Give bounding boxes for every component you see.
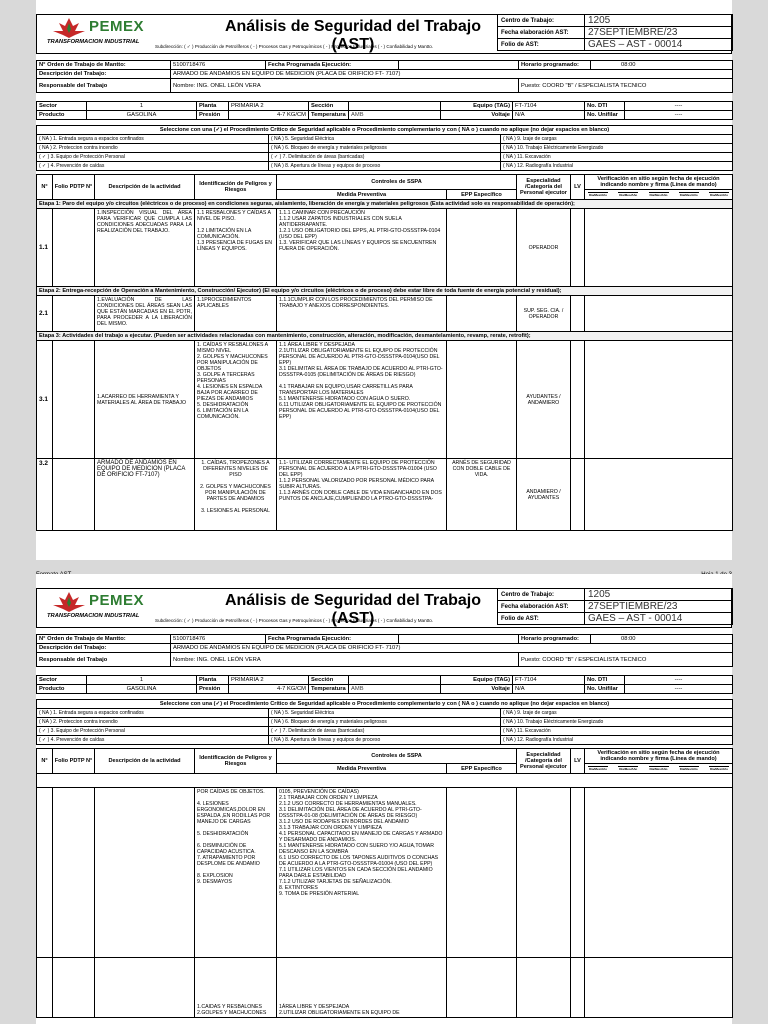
proc-item[interactable]: ( NA ) 8. Apertura de líneas y equipos de proceso (269, 162, 501, 171)
planta-value[interactable]: PRIMARIA 2 (229, 676, 309, 685)
folio-label: Folio de AST: (498, 613, 585, 625)
form-title: Análisis de Seguridad del Trabajo (AST) (224, 592, 482, 627)
proc-item[interactable]: ( NA ) 6. Bloqueo de energía y materiales peligrosos (269, 144, 501, 153)
row-medida: 1.1 ÁREA LIBRE Y DESPEJADA 2.1UTILIZAR OBLIGATORIAMENTE EL EQUIPO DE PROTECCIÓN PERSONAL DE ACUERDO AL PTRI-GTO-DSSSTPA-0104(USO DEL EPP) 3.1 DELIMITAR EL ÁREA DE TRABAJO DE ACUERDO AL PTRI-GTO-DSSSTPA-0105 (DELIMITACIÓN DE ÁREAS DE RIESGO) 4.1 TRABAJAR EN EQUIPO,USAR CARRETILLAS PARA TRANSPORTAR LOS MATERIALES 5.1 MANTENERSE HIDRATADO CON AGUA O SUERO. 6.11 UTILIZAR OBLIGATORIAMENTE EL EQUIPO DE PROTECCIÓN PERSONAL DE ACUERDO AL PTRI-GTO-DSSSTPA-0104(USO DEL EPP) (279, 342, 443, 420)
equipo-label: Equipo (TAG) (441, 102, 513, 111)
voltaje-label: Voltaje (441, 685, 513, 694)
planta-label: Planta (197, 676, 229, 685)
proc-item[interactable]: ( NA ) 1. Entrada segura a espacios confinados (37, 709, 269, 718)
fecha-label: Fecha elaboración AST: (498, 27, 585, 39)
row-folio[interactable] (53, 958, 95, 1018)
row-epp: ARNÉS DE SEGURIDAD CON DOBLE CABLE DE VIDA. (447, 459, 517, 531)
row-verificacion[interactable] (585, 341, 733, 459)
activities-table (36, 174, 733, 531)
orden-row (36, 60, 733, 93)
form-header (36, 588, 732, 628)
etapa-2-title: Etapa 2: Entrega-recepción de Operación a Mantenimiento, Construcción/ Ejecutor) (El equipo y/o circuitos (eléctricos o de proceso) debe estar libre de toda fuente de energía potencial y residual); (37, 287, 733, 296)
row-peligros: 1.1 RESBALONES Y CAÍDAS A NIVEL DE PISO. 1.2 LIMITACIÓN EN LA COMUNICACIÓN. 1.3 PRESENCIA DE FUGAS EN LÍNEAS Y EQUIPOS. (197, 210, 272, 252)
desc-label: Descripción del Trabajo: (37, 70, 171, 79)
producto-label: Producto (37, 685, 87, 694)
row-especialidad: OPERADOR (517, 209, 571, 287)
ver-date-slot[interactable]: Día/Mes/Año (679, 767, 698, 771)
proc-item[interactable]: ( NA ) 1. Entrada segura a espacios confinados (37, 135, 269, 144)
col-lv: LV (571, 175, 585, 200)
proc-item[interactable]: ( ✓ ) 7. Delimitación de áreas (barricadas) (269, 153, 501, 162)
col-desc: Descripción de la actividad (95, 175, 195, 200)
presion-label: Presión (197, 685, 229, 694)
col-verificacion: Verificación en sitio según fecha de ejecución indicando nombre y firma (Línea de mando) (585, 749, 733, 764)
proc-item[interactable]: ( NA ) 5. Seguridad Eléctrica (269, 709, 501, 718)
row-epp[interactable] (447, 341, 517, 459)
ver-date-slot[interactable]: Día/Mes/Año (649, 767, 668, 771)
presion-label: Presión (197, 111, 229, 120)
row-number (37, 958, 53, 1018)
row-epp[interactable] (447, 296, 517, 332)
col-controles: Controles de SSPA (277, 175, 517, 190)
row-desc (95, 788, 195, 958)
orden-value[interactable]: 5100718476 (171, 61, 266, 70)
proc-item[interactable]: ( NA ) 12. Radiografía Industrial (501, 162, 733, 171)
table-row (37, 296, 733, 332)
col-medida: Medida Preventiva (277, 764, 447, 774)
desc-value[interactable]: ARMADO DE ANDAMIOS EN EQUIPO DE MEDICION (PLACA DE ORIFICIO FT- 7107) (171, 70, 733, 79)
orden-label: N° Orden de Trabajo de Mantto: (37, 61, 171, 70)
fecha-prog-label: Fecha Programada Ejecución: (266, 61, 399, 70)
ver-date-slot[interactable]: Día/Mes/Año (619, 767, 638, 771)
resp-label: Responsable del Trabajo (37, 653, 171, 667)
resp-puesto[interactable]: Puesto: COORD "B" / ESPECIALISTA TECNICO (519, 79, 733, 93)
col-n: N° (37, 749, 53, 774)
temp-label: Temperatura (309, 111, 349, 120)
table-row (37, 459, 733, 531)
form-title: Análisis de Seguridad del Trabajo (AST) (224, 18, 482, 53)
proc-item[interactable]: ( NA ) 10. Trabajo Eléctricamente Energizado (501, 718, 733, 727)
fecha-label: Fecha elaboración AST: (498, 601, 585, 613)
row-peligros: POR CAÍDAS DE OBJETOS. 4. LESIONES ERGONOMICAS,DOLOR EN ESPALDA ,EN RODILLAS POR MANEJO DE CARGAS 5. DESHIDRATACIÓN 6. DISMINUCIÓN DE CAPACIDAD ACUSTICA. 7. ATRAPAMIENTO POR DESPLOME DE ANDAMIO 8. EXPLOSION 9. DESMAYOS (197, 789, 271, 885)
ver-date-slot[interactable]: Día/Mes/Año (588, 193, 607, 197)
row-lv[interactable] (571, 459, 585, 531)
row-lv[interactable] (571, 209, 585, 287)
row-medida: 1.1- UTILIZAR CORRECTAMENTE EL EQUIPO DE PROTECCIÓN PERSONAL DE ACUERDO A LA PTRI-GTO-DSSSTPA-01004 (USO DEL EPP) 1.1.2 PERSONAL VALORIZADO POR PERSONAL MÉDICO PARA SUBIR ALTURAS. 1.1.3 ARNÉS CON DOBLE CABLE DE VIDA ENGANCHADO EN DOS PUNTOS DE ANCLAJE,CUMPLIENDO LA PTRO-GTO-DSSSTPA- (279, 460, 442, 502)
folio-label: Folio de AST: (498, 39, 585, 51)
row-number: 3.2 (37, 459, 53, 531)
centro-value[interactable]: 1205 (585, 589, 733, 601)
col-controles: Controles de SSPA (277, 749, 517, 764)
procedures-instruction: Seleccione con una (✓) el Procedimiento Crítico de Seguridad aplicable o Procedimiento complementario y con ( NA o ) cuando no aplique (no dejar espacios en blanco) (37, 126, 733, 135)
voltaje-label: Voltaje (441, 111, 513, 120)
pemex-subtitle: TRANSFORMACION INDUSTRIAL (47, 39, 140, 45)
resp-puesto[interactable]: Puesto: COORD "B" / ESPECIALISTA TECNICO (519, 653, 733, 667)
etapa-row (37, 332, 733, 341)
fecha-value[interactable]: 27SEPTIEMBRE/23 (585, 601, 733, 613)
procedures-block (36, 125, 733, 171)
producto-label: Producto (37, 111, 87, 120)
row-number: 2.1 (37, 296, 53, 332)
row-especialidad: AYUDANTES / ANDAMIERO (517, 341, 571, 459)
row-epp[interactable] (447, 788, 517, 958)
proc-item[interactable]: ( NA ) 9. Izaje de cargas (501, 135, 733, 144)
row-desc: 1.ACARREO DE HERRAMIENTA Y MATERIALES AL ÁREA DE TRABAJO (95, 341, 195, 459)
row-folio[interactable] (53, 788, 95, 958)
row-desc: 1.EVALUACIÓN DE LAS CONDICIONES DEL ÁREAS SEAN LAS QUE ESTÁN MARCADAS EN EL PDTR, PARA PROCEDER A LA LIBERACIÓN DEL MISMO. (95, 296, 195, 332)
col-peligros: Identificación de Peligros y Riesgos (195, 175, 277, 200)
unifilar-value[interactable]: ---- (625, 111, 733, 120)
sector-value[interactable]: 1 (87, 102, 197, 111)
folio-value[interactable]: GAES – AST - 00014 (585, 613, 733, 625)
row-peligros: 1.1PROCEDIMIENTOS APLICABLES (195, 296, 277, 332)
voltaje-value[interactable]: N/A (513, 685, 585, 694)
table-row (37, 788, 733, 958)
etapa-row (37, 287, 733, 296)
sector-label: Sector (37, 102, 87, 111)
dti-value[interactable]: ---- (625, 676, 733, 685)
temp-label: Temperatura (309, 685, 349, 694)
row-number (37, 788, 53, 958)
row-verificacion[interactable] (585, 788, 733, 958)
table-row (37, 209, 733, 287)
header-fields (497, 14, 733, 51)
presion-value[interactable]: 4-7 KG/CM (229, 111, 309, 120)
proc-item[interactable]: ( NA ) 10. Trabajo Eléctricamente Energizado (501, 144, 733, 153)
row-medida: 0105, PREVENCIÓN DE CAÍDAS) 2.1 TRABAJAR CON ORDEN Y LIMPIEZA 2.1.2 USO CORRECTO DE HERRAMIENTAS MANUALES. 3.1 DELIMITACIÓN DEL ÁREA DE ACUERDO AL PTRI-GTO-DSSSTPA-01-08 (DELIMITACIÓN DE ÁREAS DE RIESGO) 3.1.2 USO DE RODAPIES EN BORDES DEL ANDAMIO 3.1.3 TRABAJAR CON ORDEN Y LIMPIEZA 4.1 PERSONAL CAPACITADO EN MANEJO DE CARGAS Y ARMADO Y DESARMADO DE ANDAMIOS. 5.1 MANTENERSE HIDRATADO CON SUERO Y/O AGUA,TOMAR DESCANSO EN LA SOMBRA 6.1 USO CORRECTO DE LOS TAPONES AUDITIVOS O CONCHAS DE ACUERDO A LA PTRI-GTO-DSSSTPA-01004 (USO DEL EPP) 7.1 UTILIZAR LOS VIENTOS EN CADA SECCIÓN DEL ANDAMIO PARA DARLE ESTABILIDAD 7.1.2 UTILIZAR TARJETAS DE SEÑALIZACIÓN. 8. EXTINTORES 9. TOMA DE PRESIÓN ARTERIAL (279, 789, 443, 897)
dti-label: No. DTI (585, 102, 625, 111)
procedures-block (36, 699, 733, 745)
row-medida: 1.1.1CUMPLIR CON LOS PROCEDIMIENTOS DEL PERMISO DE TRABAJO Y ANEXOS CORRESPONDIENTES. (277, 296, 447, 332)
col-peligros: Identificación de Peligros y Riesgos (195, 749, 277, 774)
proc-item[interactable]: ( NA ) 11. Excavación (501, 727, 733, 736)
centro-label: Centro de Trabajo: (498, 589, 585, 601)
fecha-prog-label: Fecha Programada Ejecución: (266, 635, 399, 644)
subdireccion-line: Subdirección: ( ✓ ) Producción de Petrolíferos ( - ) Procesos Gas y Petroquímicos ( - ) Proyectos Industriales ( - ) Confiabilidad y Mantto. (155, 618, 434, 623)
row-folio[interactable] (53, 296, 95, 332)
sector-label: Sector (37, 676, 87, 685)
proc-item[interactable]: ( NA ) 12. Radiografía Industrial (501, 736, 733, 745)
row-peligros: 1.CAIDAS Y RESBALONES 2.GOLPES Y MACHUCONES (197, 1004, 267, 1016)
temp-value[interactable]: AMB (349, 111, 441, 120)
orden-value[interactable]: 5100718476 (171, 635, 266, 644)
proc-item[interactable]: ( ✓ ) 7. Delimitación de áreas (barricadas) (269, 727, 501, 736)
fecha-prog-value[interactable] (399, 61, 519, 70)
sector-value[interactable]: 1 (87, 676, 197, 685)
table-row (37, 958, 733, 1018)
centro-value[interactable]: 1205 (585, 15, 733, 27)
col-desc: Descripción de la actividad (95, 749, 195, 774)
ver-date-slot[interactable]: Día/Mes/Año (679, 193, 698, 197)
row-folio[interactable] (53, 459, 95, 531)
equipo-value[interactable]: FT-7104 (513, 102, 585, 111)
resp-name[interactable]: Nombre: ING. ONEL LEÓN VERA (171, 653, 519, 667)
proc-item[interactable]: ( ✓ ) 3. Equipo de Protección Personal (37, 153, 269, 162)
row-desc: 1.INSPECCIÓN VISUAL DEL ÁREA PARA VERIFICAR QUE CUMPLA LAS CONDICIONES ADECUADAS PARA LA REALIZACIÓN DEL TRABAJO. (95, 209, 195, 287)
ver-date-slot[interactable]: Día/Mes/Año (619, 193, 638, 197)
desc-value[interactable]: ARMADO DE ANDAMIOS EN EQUIPO DE MEDICION (PLACA DE ORIFICIO FT- 7107) (171, 644, 733, 653)
spacer-cell (37, 774, 733, 788)
horario-label: Horario programado: (519, 61, 591, 70)
planta-value[interactable]: PRIMARIA 2 (229, 102, 309, 111)
row-folio[interactable] (53, 209, 95, 287)
ver-date-slot[interactable]: Día/Mes/Año (709, 193, 728, 197)
proc-item[interactable]: ( NA ) 6. Bloqueo de energía y materiales peligrosos (269, 718, 501, 727)
dti-value[interactable]: ---- (625, 102, 733, 111)
form-page-2 (36, 574, 732, 1024)
col-epp: EPP Específico (447, 190, 517, 200)
horario-label: Horario programado: (519, 635, 591, 644)
etapa-1-title: Etapa 1: Paro del equipo y/o circuitos (eléctricos o de proceso) en condiciones seguras, aislamiento, liberación de energía y materiales peligrosos (Esta actividad solo es responsabilidad de operación); (37, 200, 733, 209)
pemex-eagle-icon (49, 17, 89, 39)
row-medida: 1ÁREA LIBRE Y DESPEJADA 2.UTILIZAR OBLIGATORIAMENTE EN EQUIPO DE (279, 1004, 400, 1016)
col-n: N° (37, 175, 53, 200)
producto-value[interactable]: GASOLINA (87, 685, 197, 694)
row-desc: ARMADO DE ANDAMIOS EN EQUIPO DE MEDICION (PLACA DE ORIFICIO FT-7107) (95, 459, 195, 531)
row-especialidad: ANDAMIERO / AYUDANTES (517, 459, 571, 531)
row-lv[interactable] (571, 958, 585, 1018)
row-lv[interactable] (571, 788, 585, 958)
col-especialidad: Especialidad /Categoría del Personal ejecutor (517, 175, 571, 200)
form-header (36, 14, 732, 54)
fecha-value[interactable]: 27SEPTIEMBRE/23 (585, 27, 733, 39)
unifilar-value[interactable]: ---- (625, 685, 733, 694)
seccion-value[interactable] (349, 102, 441, 111)
row-medida: 1.1.1 CAMINAR CON PRECAUCIÓN 1.1.2 USAR ZAPATOS INDUSTRIALES CON SUELA ANTIDERRAPANTE. 1.2.1 USO OBLIGATORIO DEL EPPS, AL PTRI-GTO-DSSSTPA-0104 (USO DEL EPP) 1.3. VERIFICAR QUE LAS LÍNEAS Y EQUIPOS SE ENCUENTREN FUERA DE OPERACIÓN. (279, 210, 441, 252)
form-page-1 (36, 0, 732, 560)
row-epp[interactable] (447, 958, 517, 1018)
procedures-instruction: Seleccione con una (✓) el Procedimiento Crítico de Seguridad aplicable o Procedimiento complementario y con ( NA o ) cuando no aplique (no dejar espacios en blanco) (37, 700, 733, 709)
row-lv[interactable] (571, 296, 585, 332)
col-lv: LV (571, 749, 585, 774)
col-folio: Folio PDTP N° (53, 749, 95, 774)
presion-value[interactable]: 4-7 KG/CM (229, 685, 309, 694)
col-medida: Medida Preventiva (277, 190, 447, 200)
proc-item[interactable]: ( NA ) 8. Apertura de líneas y equipos de proceso (269, 736, 501, 745)
resp-name[interactable]: Nombre: ING. ONEL LEÓN VERA (171, 79, 519, 93)
temp-value[interactable]: AMB (349, 685, 441, 694)
pemex-logo (41, 591, 153, 625)
horario-value[interactable]: 08:00 (591, 635, 733, 644)
centro-label: Centro de Trabajo: (498, 15, 585, 27)
pemex-wordmark: PEMEX (89, 592, 145, 609)
row-verificacion[interactable] (585, 209, 733, 287)
row-desc (95, 958, 195, 1018)
proc-item[interactable]: ( NA ) 9. Izaje de cargas (501, 709, 733, 718)
activities-table (36, 748, 733, 1018)
row-number: 3.1 (37, 341, 53, 459)
equipo-value[interactable]: FT-7104 (513, 676, 585, 685)
row-verificacion[interactable] (585, 958, 733, 1018)
col-folio: Folio PDTP N° (53, 175, 95, 200)
header-fields (497, 588, 733, 625)
row-lv[interactable] (571, 341, 585, 459)
resp-label: Responsable del Trabajo (37, 79, 171, 93)
unifilar-label: No. Unifilar (585, 111, 625, 120)
row-peligros: 1. CAÍDAS Y RESBALONES A MISMO NIVEL 2. GOLPES Y MACHUCONES POR MANIPULACIÓN DE OBJETOS 3. GOLPE A TERCERAS PERSONAS 4. LESIONES EN ESPALDA BAJA POR ACARREO DE PIEZAS DE ANDAMIOS 5. DESHIDRATACIÓN 6. LIMITACIÓN EN LA COMUNICACIÓN. (197, 342, 268, 420)
etapa-3-title: Etapa 3: Actividades del trabajo a ejecutar. (Pueden ser actividades relacionadas con mantenimiento, construcción, alteración, modificación, desmantelamiento, revamp, rerate, retrofit); (37, 332, 733, 341)
etapa-row (37, 200, 733, 209)
orden-label: N° Orden de Trabajo de Mantto: (37, 635, 171, 644)
pemex-wordmark: PEMEX (89, 18, 145, 35)
seccion-value[interactable] (349, 676, 441, 685)
folio-value[interactable]: GAES – AST - 00014 (585, 39, 733, 51)
seccion-label: Sección (309, 102, 349, 111)
planta-label: Planta (197, 102, 229, 111)
table-row (37, 341, 733, 459)
ver-date-slot[interactable]: Día/Mes/Año (649, 193, 668, 197)
dti-label: No. DTI (585, 676, 625, 685)
producto-value[interactable]: GASOLINA (87, 111, 197, 120)
ver-date-slot[interactable]: Día/Mes/Año (588, 767, 607, 771)
row-epp[interactable] (447, 209, 517, 287)
verification-slots (585, 764, 733, 774)
row-peligros: 1. CAÍDAS, TROPEZONES A DIFERENTES NIVELES DE PISO 2. GOLPES Y MACHUCONES POR MANIPULACIÓN DE PARTES DE ANDAMIOS 3. LESIONES AL PERSONAL (200, 460, 271, 514)
desc-label: Descripción del Trabajo: (37, 644, 171, 653)
col-especialidad: Especialidad /Categoría del Personal ejecutor (517, 749, 571, 774)
row-verificacion[interactable] (585, 459, 733, 531)
col-epp: EPP Específico (447, 764, 517, 774)
pemex-eagle-icon (49, 591, 89, 613)
seccion-label: Sección (309, 676, 349, 685)
verification-slots (585, 190, 733, 200)
orden-row (36, 634, 733, 667)
row-folio[interactable] (53, 341, 95, 459)
equipo-row (36, 675, 733, 694)
proc-item[interactable]: ( ✓ ) 3. Equipo de Protección Personal (37, 727, 269, 736)
row-verificacion[interactable] (585, 296, 733, 332)
row-number: 1.1 (37, 209, 53, 287)
horario-value[interactable]: 08:00 (591, 61, 733, 70)
pemex-subtitle: TRANSFORMACION INDUSTRIAL (47, 613, 140, 619)
proc-item[interactable]: ( NA ) 5. Seguridad Eléctrica (269, 135, 501, 144)
fecha-prog-value[interactable] (399, 635, 519, 644)
row-especialidad (517, 788, 571, 958)
proc-item[interactable]: ( ✓ ) 4. Prevención de caídas (37, 736, 269, 745)
proc-item[interactable]: ( NA ) 2. Proteccion contra incendio (37, 144, 269, 153)
subdireccion-line: Subdirección: ( ✓ ) Producción de Petrolíferos ( - ) Procesos Gas y Petroquímicos ( - ) Proyectos Industriales ( - ) Confiabilidad y Mantto. (155, 44, 434, 49)
table-row (37, 774, 733, 788)
row-especialidad (517, 958, 571, 1018)
proc-item[interactable]: ( NA ) 2. Proteccion contra incendio (37, 718, 269, 727)
voltaje-value[interactable]: N/A (513, 111, 585, 120)
proc-item[interactable]: ( ✓ ) 4. Prevención de caídas (37, 162, 269, 171)
proc-item[interactable]: ( NA ) 11. Excavación (501, 153, 733, 162)
pemex-logo (41, 17, 153, 51)
ver-date-slot[interactable]: Día/Mes/Año (709, 767, 728, 771)
row-especialidad: SUP. SEG. CIA. / OPERADOR (517, 296, 571, 332)
equipo-label: Equipo (TAG) (441, 676, 513, 685)
equipo-row (36, 101, 733, 120)
unifilar-label: No. Unifilar (585, 685, 625, 694)
col-verificacion: Verificación en sitio según fecha de ejecución indicando nombre y firma (Línea de mando) (585, 175, 733, 190)
